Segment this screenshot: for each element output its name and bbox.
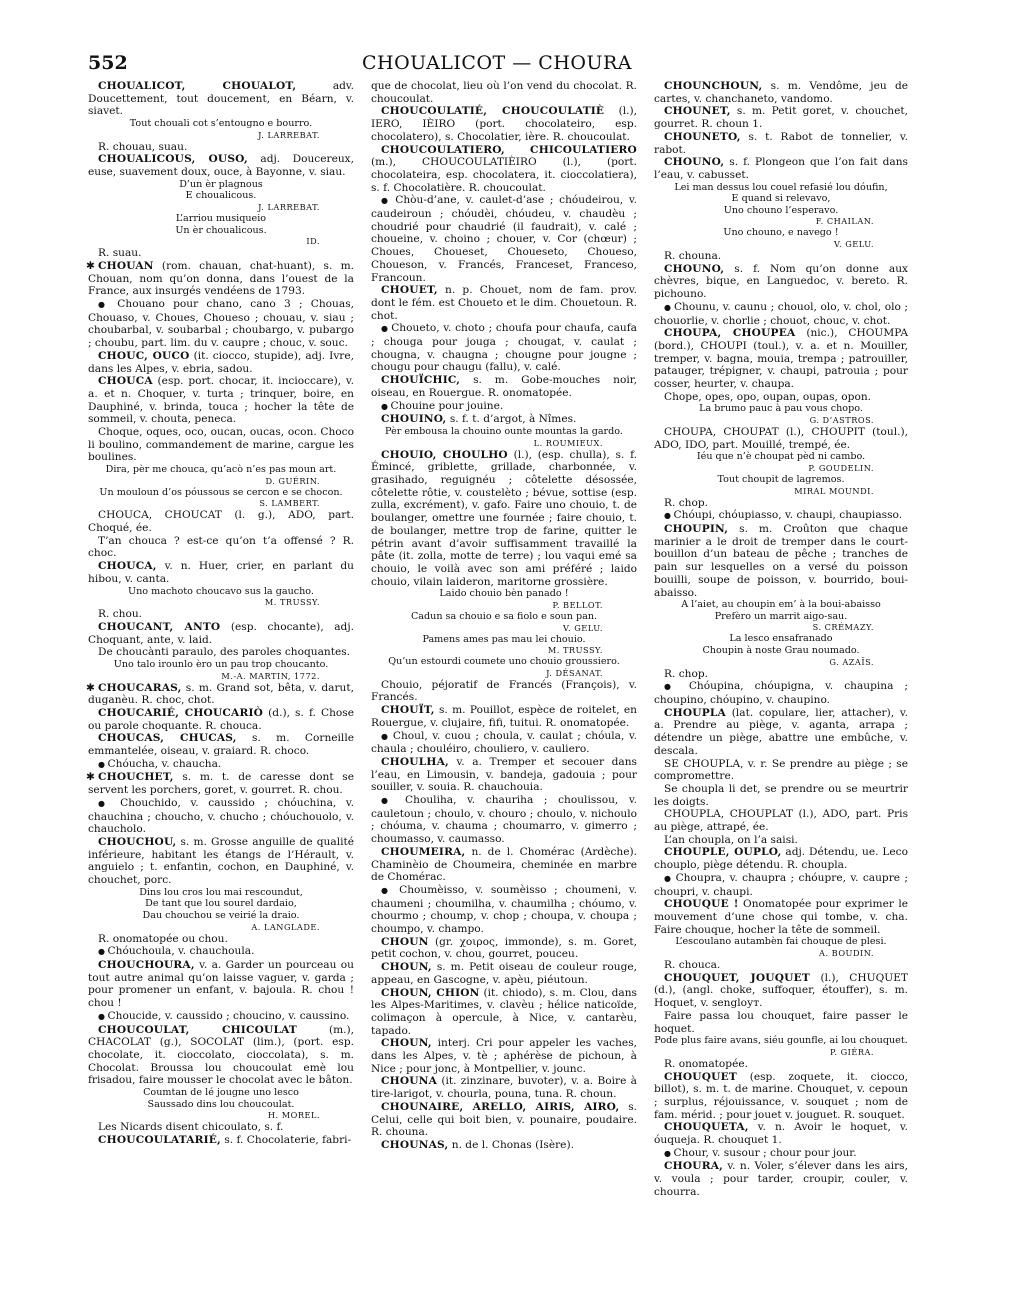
entry-paragraph <box>371 794 637 846</box>
bullet-icon <box>664 872 676 884</box>
bullet-icon <box>381 794 405 806</box>
dictionary-entry <box>88 682 354 707</box>
definition-text: Chouine pour jouine. <box>390 399 504 412</box>
definition-text: Choueto, v. choto ; choufa pour chaufa, caufa ; chouga pour jouga ; chougat, v. caulat ; chougna, v. chaugna ; chougne pour jougne ; chougu pour chaugu (fallu), v. calé. <box>371 322 637 374</box>
quotation: Qu’un estourdi coumete uno chouio groussiero. <box>388 656 620 668</box>
definition-text: s. m. Vendôme, jeu de cartes, v. chanchaneto, vandomo. <box>654 80 908 105</box>
definition-text: s. m. Petit oiseau de couleur rouge, appeau, en Gascogne, v. apèu, piéutoun. <box>371 961 637 986</box>
dictionary-entry <box>654 156 908 181</box>
entry-paragraph <box>88 933 354 946</box>
entry-paragraph <box>371 80 637 105</box>
entry-paragraph <box>654 1010 908 1035</box>
headword: CHOUCOULAT, CHICOULAT <box>98 1023 298 1036</box>
definition-text: SE CHOUPLA, v. r. Se prendre au piège ; se compromettre. <box>654 757 908 783</box>
page-number: 552 <box>88 52 128 74</box>
definition-text: v. a. Tremper et secouer dans l’eau, en Limousin, v. bandeja, gadouia ; pour souiller, v. souia. R. chauchouia. <box>371 755 637 794</box>
headword: CHOUN, <box>381 961 432 974</box>
definition-text: n. de l. Chomérac (Ardèche). Chaminèio de Choumeira, cheminée en marbre de Chomérac. <box>371 845 637 884</box>
definition-text: (nic.), CHOUMPA (bord.), CHOUPI (toul.), v. a. et n. Mouiller, tremper, v. bagna, mouia, trempa ; patrouiller, patauger, trépigner, v. chaupi, patrouia ; pour cosser, heurter, v. chaupa. <box>654 327 908 391</box>
column-left <box>88 80 354 1147</box>
definition-text: Choupra, v. chaupra ; chóupre, v. caupre ; choupri, v. chaupi. <box>654 871 908 898</box>
definition-text: Chope, opes, opo, oupan, oupas, opon. <box>664 390 872 403</box>
definition-text: (l.), (esp. chulla), s. f. Émincé, griblette, grillade, charbonnée, v. grasihado, reguignéu ; côtelette désossée, côtelette rôtie, v. coustelèto ; bévue, sottise (esp. zulla, excrément), v. gafo. Faire uno chouio, t. de boulanger, omettre une fournée ; faire chouio, t. de boulanger, mettre trop de farine, quitter le pétrin avant d’avoir suffisamment travaillé la pâte (it. zolla, motte de terre) ; lou vaqui emé sa chouio, le voilà avec son ami préféré ; laido chouio, vilain laideron, maritorne grossière. <box>371 448 637 588</box>
entry-paragraph <box>88 1121 354 1134</box>
quotation: Uno chouno, e navego ! <box>723 227 839 239</box>
dictionary-entry <box>371 374 637 399</box>
definition-text: Chounu, v. caunu ; chouol, olo, v. chol, olo ; chouorlie, v. chorlie ; chouot, chouc, v. chot. <box>654 300 908 327</box>
quotation-author: J. DÉSANAT. <box>546 667 603 678</box>
dictionary-entry <box>88 350 354 375</box>
definition-text: s. f. t. d’argot, à Nîmes. <box>446 413 577 426</box>
dictionary-entry <box>88 375 354 426</box>
bullet-icon <box>98 298 117 310</box>
quotation: Pèr embousa la chouino ounte mountas la gardo. <box>385 425 623 437</box>
headword: CHOUNA <box>381 1075 438 1088</box>
definition-text: Choque, oques, oco, oucan, oucas, ocon. Choco li boulino, commandement de marine, cargue les boulines. <box>88 426 354 464</box>
definition-text: (rom. chauan, chat-huant), s. m. Chouan, nom qu’on donna, dans l’ouest de la France, aux insurgés vendéens de 1793. <box>88 259 354 298</box>
dictionary-entry <box>371 105 637 143</box>
quotation: A l’aiet, au choupin em’ à la boui-abaisso <box>681 599 881 611</box>
headword: CHOUCOULATARIÉ, <box>98 1133 221 1146</box>
headword: CHOUPIN, <box>664 523 729 536</box>
dictionary-entry <box>371 987 637 1038</box>
definition-text: (gr. χοιρος, immonde), s. m. Goret, petit cochon, v. chou, gourret, pouceu. <box>371 935 637 961</box>
headword: CHOUAN <box>98 259 154 272</box>
entry-paragraph <box>371 194 637 284</box>
quotation-author: J. LARREBAT. <box>258 129 320 140</box>
entry-paragraph <box>654 426 908 451</box>
bullet-icon <box>664 509 674 521</box>
quotation: Uno talo irounlo èro un pau trop choucanto. <box>113 658 329 670</box>
bullet-icon <box>381 884 399 896</box>
quotation-author: V. GELU. <box>563 622 603 633</box>
quotation-author: A. LANGLADE. <box>251 921 320 932</box>
quotation: Un mouloun d’os póussous se cercon e se chocon. <box>99 486 343 498</box>
headword: CHOUCARAS, <box>98 681 182 694</box>
entry-paragraph <box>371 884 637 936</box>
definition-text: interj. Cri pour appeler les vaches, dans les Alpes, v. tè ; aphérèse de pichoun, à Nice ; pour jonc, à Montpellier, v. jounc. <box>371 1037 637 1075</box>
quotation: Prefèro un marrit aigo-sau. <box>714 610 848 622</box>
entry-paragraph <box>88 298 354 350</box>
definition-text: Choumèisso, v. soumèisso ; choumeni, v. chaumeni ; choumilha, v. chaumilha ; chóumo, v. chourmo ; choump, v. chop ; choupa, v. choupa ; choumpo, v. champo. <box>371 883 637 936</box>
definition-text: (m.), CHACOLAT (g.), SOCOLAT (lim.), (port. esp. chocolate, it. cioccolato, cioccolata), s. m. Chocolat. Broussa lou choucoulat emè lou frisadou, faire mousser le chocolat avec le bâton. <box>88 1023 354 1087</box>
quotation: Tout choupit de lagremos. <box>717 474 845 486</box>
definition-text: Chouliha, v. chauriha ; choulissou, v. cauletoun ; choulo, v. chouro ; choulo, v. nichoulo ; chóuma, v. chauma ; choumarro, v. gimerro ; choumasso, v. caumasso. <box>371 794 637 846</box>
definition-text: CHOUPLA, CHOUPLAT (l.), ADO, part. Pris au piège, attrapé, ée. <box>654 808 908 834</box>
dictionary-entry <box>88 1134 354 1147</box>
quotation-author: M. TRUSSY. <box>547 645 603 656</box>
dictionary-entry <box>88 707 354 732</box>
definition-text: (it. chiodo), s. m. Clou, dans les Alpes-Maritimes, v. clavèu ; hélice naticoïde, colimaçon à opercule, à Nice, v. cantarèu, tapado. <box>371 986 637 1037</box>
headword: CHOUCHOU, <box>98 835 177 848</box>
quotation-author: V. GELU. <box>834 239 874 249</box>
definition-text: (l.), CHUQUET (d.), (angl. choke, suffoquer, étouffer), s. m. Hoquet, v. sengloут. <box>654 971 908 1010</box>
bullet-icon <box>98 797 120 809</box>
running-title: CHOUALICOT — CHOURA <box>361 52 633 74</box>
headword: CHOUN <box>381 935 429 948</box>
dictionary-entry <box>88 621 354 646</box>
quotation: Dau chouchou se veirié la draio. <box>142 909 300 921</box>
quotation-author: S. LAMBERT. <box>259 498 320 509</box>
quotation-author: D. GUÉRIN. <box>265 475 320 486</box>
headword: CHOUPLE, OUPLO, <box>664 846 782 859</box>
quotation: Pode plus faire avans, siéu gounfle, ai lou chouquet. <box>654 1035 908 1047</box>
headword: CHOUN, CHION <box>381 986 480 999</box>
entry-paragraph <box>654 1058 908 1071</box>
dictionary-entry <box>654 327 908 391</box>
dictionary-entry <box>654 898 908 936</box>
definition-text: Chóuchoula, v. chauchoula. <box>107 945 255 958</box>
definition-text: Chouio, péjoratif de Francés (François), v. Francés. <box>371 678 637 704</box>
entry-paragraph <box>88 608 354 621</box>
column-right <box>654 80 908 1199</box>
dictionary-entry <box>654 972 908 1010</box>
definition-text: adj. Détendu, ue. Leco chouplo, piège détendu. R. choupla. <box>654 846 908 872</box>
definition-text: R. chop. <box>664 667 708 680</box>
entry-paragraph <box>654 250 908 263</box>
quotation: D’un èr plagnous <box>179 178 263 190</box>
entry-paragraph <box>654 391 908 404</box>
dictionary-entry <box>654 80 908 105</box>
quotation: Uno chouno l’esperavo. <box>723 204 839 216</box>
definition-text: R. chouna. <box>664 250 722 262</box>
headword: CHOUMEIRA, <box>381 845 466 858</box>
entry-paragraph <box>88 247 354 260</box>
headword: CHOULHA, <box>381 755 449 768</box>
entry-paragraph <box>654 872 908 898</box>
definition-text: Les Nicards disent chicoulato, s. f. <box>98 1121 284 1134</box>
headword: CHOUIO, CHOULHO <box>381 448 508 461</box>
definition-text: s. f. Nom qu’on donne aux chèvres, bique, en Languedoc, v. bereto. R. pichouno. <box>654 262 908 301</box>
headword: CHOUCOULATIÉ, CHOUCOULATIÈ <box>381 105 605 118</box>
asterisk-marker: ✱ <box>86 681 95 694</box>
definition-text: CHOUCA, CHOUCAT (l. g.), ADO, part. Choqué, ée. <box>88 509 354 535</box>
definition-text: s. m. Croûton que chaque marinier a le droit de tremper dans le court-bouillon d’un bateau de pêche ; tranches de pain sur lesquelles on a versé du poisson bouilli, soupe de poisson, v. bourrido, boui-abaisso. <box>654 523 908 599</box>
definition-text: Chòu-d’ane, v. caulet-d’ase ; chóudeirou, v. caudeiroun ; chóudèi, chóudeu, v. chaudèu ; choudrié pour chaudrié (il faudrait), v. calé ; choueine, v. choino ; chouer, v. Cor (chœur) ; Choues, Choueset, Choueseto, Choueso, Choueson, v. Francés, Franceset, Franceso, Francoun. <box>371 194 637 284</box>
definition-text: que de chocolat, lieu où l’on vend du chocolat. R. choucoulat. <box>371 80 637 105</box>
dictionary-entry <box>88 560 354 585</box>
quotation: E quand si relevavo, <box>731 193 831 205</box>
definition-text: R. onomatopée ou chou. <box>98 932 228 945</box>
definition-text: s. m. Petit goret, v. chouchet, gourret. R. choun 1. <box>654 105 908 131</box>
dictionary-entry <box>88 836 354 887</box>
definition-text: (lat. copulare, lier, attacher), v. a. Prendre au piège, v. aganta, arrapa ; détendre un piège, abattre une embûche, v. descala. <box>654 706 908 757</box>
bullet-icon <box>98 945 108 957</box>
quotation-author: A. BOUDIN. <box>819 947 874 958</box>
bullet-icon <box>664 301 674 313</box>
dictionary-entry <box>371 756 637 794</box>
entry-paragraph <box>88 1010 354 1024</box>
dictionary-entry <box>371 1075 637 1100</box>
quotation-author: G. AZAÏS. <box>829 656 874 667</box>
definition-text: R. chouca. <box>664 958 721 971</box>
quotation-author: J. LARREBAT. <box>258 202 320 212</box>
headword: CHOUNETO, <box>664 130 741 143</box>
definition-text: (l.), IERO, IÈIRO (port. chocolateiro, esp. chocolatero), s. Chocolatier, ière. R. choucoulat. <box>371 105 637 143</box>
entry-paragraph <box>88 509 354 534</box>
definition-text: Faire passa lou chouquet, faire passer le hoquet. <box>654 1009 908 1035</box>
dictionary-entry <box>654 1121 908 1146</box>
definition-text: s. m. t. de caresse dont se servent les porchers, goret, v. gourret. R. chou. <box>88 771 354 797</box>
entry-paragraph <box>654 301 908 327</box>
definition-text: s. m. Grand sot, bêta, v. darut, duganèu. R. choc, chot. <box>88 681 354 707</box>
dictionary-entry <box>654 105 908 130</box>
definition-text: R. suau. <box>98 247 142 260</box>
headword: CHOUNAIRE, ARELLO, AIRIS, AIRO, <box>381 1100 620 1113</box>
dictionary-entry <box>88 732 354 757</box>
headword: CHOUNAS, <box>381 1139 449 1151</box>
definition-text: v. n. Voler, s’élever dans les airs, v. voula ; pour tarder, croupir, couler, v. chourra. <box>654 1160 908 1198</box>
quotation-author: F. CHAILAN. <box>815 216 874 227</box>
bullet-icon <box>664 680 689 692</box>
dictionary-entry <box>371 936 637 961</box>
entry-paragraph <box>371 730 637 756</box>
entry-paragraph <box>88 426 354 464</box>
dictionary-entry <box>654 263 908 301</box>
headword: CHOUNCHOUN, <box>664 80 763 92</box>
definition-text: (esp. zoquete, it. ciocco, billot), s. m. t. de marine. Chouquet, v. cepoun ; surplus, réjouissance, v. souquet ; nom de fam. mérid. ; pour jouet v. jouguet. R. souquet. <box>654 1070 908 1121</box>
definition-text: (esp. port. chocar, it. incioccare), v. a. et n. Choquer, v. turta ; trinquer, boire, en Dauphiné, v. brinda, touca ; hocher la tête de sommeil, v. chouta, peneca. <box>88 375 354 426</box>
definition-text: (it. ciocco, stupide), adj. Ivre, dans les Alpes, v. ebria, sadou. <box>88 349 355 375</box>
entry-paragraph <box>654 680 908 706</box>
quotation: Tout chouali cot s’entougno e bourro. <box>129 118 313 130</box>
entry-paragraph <box>654 834 908 847</box>
quotation: Dins lou cros lou mai rescoundut, <box>139 886 303 898</box>
definition-text: Chóupina, chóupigna, v. chaupina ; choupino, chóupino, v. chaupino. <box>654 680 908 707</box>
dictionary-entry <box>88 80 354 118</box>
definition-text: R. chouau, suau. <box>98 140 188 153</box>
quotation-author: L. ROUMIEUX. <box>533 437 603 448</box>
definition-text: (d.), s. f. Chose ou parole choquante. R. chouca. <box>88 706 354 732</box>
definition-text: R. chop. <box>664 496 708 509</box>
dictionary-entry <box>654 707 908 758</box>
definition-text: De choucànti paraulo, des paroles choquantes. <box>98 646 351 659</box>
quotation: Uno machoto choucavo sus la gaucho. <box>128 585 314 597</box>
definition-text: v. n. Avoir le hoquet, v. óuqueja. R. chouquet 1. <box>654 1121 908 1147</box>
definition-text: L’an choupla, on l’a saisi. <box>664 833 798 846</box>
definition-text: s. f. Plongeon que l’on fait dans l’eau, v. cabusset. <box>654 156 908 181</box>
dictionary-entry <box>654 846 908 871</box>
quotation-author: P. GIÉRA. <box>830 1046 874 1057</box>
headword: CHOUALICOUS, OUSO, <box>98 153 248 166</box>
dictionary-entry <box>88 153 354 178</box>
dictionary-entry <box>371 1139 637 1152</box>
definition-text: Choul, v. cuou ; choula, v. caulat ; chóula, v. chaula ; chouléiro, chouliero, v. cauliero. <box>371 729 637 756</box>
dictionary-entry <box>371 1101 637 1139</box>
headword: CHOUNO, <box>664 156 725 169</box>
definition-text: Se choupla li det, se prendre ou se meurtrir les doigts. <box>654 782 908 808</box>
definition-text: v. a. Garder un pourceau ou tout autre animal qu’on laisse vaguer, v. gardа ; pour promener un enfant, v. bajoula. R. chou ! chou ! <box>88 958 354 1010</box>
headword: CHOUET, <box>381 284 438 297</box>
quotation: L’escoulano autambèn fai chouque de plesi. <box>675 936 887 948</box>
headword: CHOUALICOT, CHOUALOT, <box>98 80 297 92</box>
definition-text: Choucide, v. caussido ; chouсino, v. caussino. <box>107 1009 350 1022</box>
definition-text: n. de l. Chonas (Isère). <box>448 1139 574 1151</box>
quotation-author: S. CRÉMAZY. <box>812 622 874 633</box>
headword: CHOUINO, <box>381 413 447 426</box>
quotation: Dira, pèr me chouca, qu’acò n’es pas moun art. <box>105 464 337 476</box>
definition-text: s. f. Chocolaterie, fabri- <box>220 1133 352 1146</box>
headword: CHOUQUET <box>664 1070 737 1083</box>
headword: CHOUCANT, ANTO <box>98 620 221 633</box>
dictionary-entry <box>371 846 637 884</box>
headword: CHOUCARIÉ, CHOUCARIÒ <box>98 706 264 719</box>
dictionary-entry <box>654 131 908 156</box>
entry-paragraph <box>88 141 354 154</box>
headword: CHOUCAS, CHUCAS, <box>98 732 237 745</box>
entry-paragraph <box>371 400 637 414</box>
quotation-author: M.-A. MARTIN, 1772. <box>221 670 320 681</box>
dictionary-entry <box>88 771 354 796</box>
quotation: Saussado dins lou choucoulat. <box>147 1098 295 1110</box>
entry-paragraph <box>654 808 908 833</box>
definition-text: Chour, v. susour ; chour pour jour. <box>673 1146 857 1159</box>
entry-paragraph <box>654 497 908 510</box>
definition-text: v. n. Huer, crier, en parlant du hibou, v. canta. <box>88 560 354 585</box>
quotation: Choupin à noste Grau noumado. <box>702 645 860 657</box>
headword: CHOUCOULATIERO, CHICOULATIERO <box>381 143 637 156</box>
definition-text: (it. zinzinare, buvoter), v. a. Boire à tire-larigot, v. chourla, pouna, tuna. R. choun. <box>371 1075 637 1101</box>
asterisk-marker: ✱ <box>86 771 95 784</box>
definition-text: adv. Doucettement, tout doucement, en Béarn, v. siavet. <box>88 80 355 118</box>
dictionary-entry <box>371 961 637 986</box>
entry-paragraph <box>654 758 908 783</box>
headword: CHOUCHOURA, <box>98 958 195 971</box>
bullet-icon <box>381 730 393 742</box>
headword: CHOUCA, <box>98 560 157 573</box>
entry-paragraph <box>654 1147 908 1161</box>
dictionary-entry <box>88 260 354 298</box>
dictionary-entry <box>371 284 637 322</box>
entry-paragraph <box>654 783 908 808</box>
bullet-icon <box>381 194 395 206</box>
entry-paragraph <box>371 322 637 374</box>
quotation-author: M. TRUSSY. <box>264 597 320 608</box>
dictionary-entry <box>371 413 637 426</box>
quotation-author: ID. <box>306 236 320 247</box>
entry-paragraph <box>654 509 908 523</box>
definition-text: Onomatopée pour exprimer le mouvement d’une chose qui tombe, v. cha. Faire chouque, hocher la tête de sommeil. <box>654 898 908 936</box>
entry-paragraph <box>88 797 354 836</box>
definition-text: n. p. Chouet, nom de fam. prov. dont le fém. est Choueto et le dim. Chouetoun. R. chot. <box>371 284 637 322</box>
quotation: De tant que lou sourel dardaio, <box>145 898 297 910</box>
quotation-author: P. GOUDELIN. <box>808 463 874 474</box>
column-middle <box>371 80 637 1152</box>
definition-text: CHOUPA, CHOUPAT (l.), CHOUPIT (toul.), ADO, IDO, part. Mouillé, trempé, ée. <box>654 426 908 451</box>
headword: CHOUÏT, <box>381 704 435 717</box>
bullet-icon <box>98 758 108 770</box>
entry-paragraph <box>371 679 637 704</box>
definition-text: R. onomatopée. <box>664 1057 748 1070</box>
bullet-icon <box>98 1010 108 1022</box>
definition-text: (m.), CHOUCOULATIÈIRO (l.), (port. chocolateira, esp. chocolatera, it. cioccolatiera), s. f. Chocolatière. R. choucoulat. <box>371 156 637 194</box>
definition-text: s. t. Rabot de tonnelier, v. rabot. <box>654 130 908 156</box>
headword: CHOUNO, <box>664 262 725 275</box>
quotation: Un èr choualicous. <box>175 224 267 236</box>
definition-text: adj. Doucereux, euse, suavement doux, ouce, à Bayonne, v. siau. <box>88 153 354 179</box>
quotation-author: H. MOREL. <box>267 1110 320 1121</box>
dictionary-entry <box>654 523 908 599</box>
headword: CHOUC, OUCO <box>98 349 190 362</box>
headword: CHOUQUETA, <box>664 1121 749 1134</box>
dictionary-entry <box>654 1071 908 1122</box>
definition-text: Chouano pour chano, cano 3 ; Chouas, Chouaso, v. Choues, Choueso ; chouau, v. siau ; choubarbal, v. soubarbal ; choubargo, v. pubargo ; choubu, part. lim. du v. caupre ; chouc, v. souc. <box>88 298 355 350</box>
entry-paragraph <box>88 535 354 560</box>
asterisk-marker: ✱ <box>86 259 95 272</box>
definition-text: s. m. Pouillot, espèce de roitelet, en Rouergue, v. clujaire, fifi, tuitui. R. onomatopée. <box>371 704 637 729</box>
quotation: L’arriou musiqueio <box>175 213 267 224</box>
quotation: La lesco ensafranado <box>729 633 833 645</box>
headword: CHOUCA <box>98 375 153 388</box>
dictionary-entry <box>88 1024 354 1088</box>
bullet-icon <box>381 322 391 334</box>
headword: CHOUN, <box>381 1037 432 1050</box>
dictionary-entry <box>371 449 637 589</box>
entry-paragraph <box>88 646 354 659</box>
quotation: La brumo pauc à pau vous chopo. <box>699 403 863 415</box>
quotation-author: G. D’ASTROS. <box>809 415 874 426</box>
dictionary-entry <box>371 704 637 729</box>
definition-text: s. m. Gobe-mouches noir, oiseau, en Rouergue. R. onomatopée. <box>371 374 637 399</box>
quotation-author: P. BELLOT. <box>552 599 603 610</box>
definition-text: Chóucha, v. chaucha. <box>107 757 222 770</box>
headword: CHOUPA, CHOUPEA <box>664 327 796 340</box>
definition-text: T’an chouca ? est-ce qu’on t’a offensé ? R. choc. <box>88 534 354 560</box>
entry-paragraph <box>88 945 354 959</box>
quotation: Cadun sa chouio e sa fiolo e soun pan. <box>410 610 598 622</box>
quotation: Iéu que n’è choupat pèd ni cambo. <box>696 451 866 463</box>
headword: CHOUQUET, JOUQUET <box>664 971 810 984</box>
dictionary-entry <box>371 1037 637 1075</box>
quotation: Laido chouio bèn panado ! <box>439 588 569 600</box>
quotation: Lei man dessus lou couel refasié lou dóufin, <box>674 181 888 193</box>
dictionary-entry <box>654 1160 908 1198</box>
definition-text: Chóupi, chóupiasso, v. chaupi, chaupiasso. <box>673 509 903 522</box>
headword: CHOUQUE ! <box>664 898 739 911</box>
entry-paragraph <box>654 959 908 972</box>
quotation: E choualicous. <box>185 190 257 202</box>
definition-text: R. chou. <box>98 608 143 621</box>
headword: CHOUPLA <box>664 706 726 719</box>
headword: CHOUNET, <box>664 105 731 118</box>
quotation: Pamens ames pas mau lei chouio. <box>422 633 586 645</box>
definition-text: s. m. Grosse anguille de qualité inférieure, habitant les étangs de l’Hérault, v. anguielo ; t. enfantin, cochon, en Dauphiné, v. chouchet, porc. <box>88 835 354 887</box>
bullet-icon <box>664 1147 674 1159</box>
definition-text: s. m. Corneille emmantelée, oiseau, v. graiard. R. choco. <box>88 732 354 758</box>
headword: CHOUÏCHIC, <box>381 374 461 387</box>
definition-text: (esp. chocante), adj. Choquant, ante, v. laid. <box>88 620 354 646</box>
quotation: Coumtan de lé jougne uno lesco <box>143 1087 299 1099</box>
definition-text: Chouchido, v. caussido ; chóuchina, v. chauchina ; choucho, v. chucho ; chóuchouolo, v. chaucholo. <box>88 796 354 836</box>
entry-paragraph <box>88 758 354 772</box>
entry-paragraph <box>654 668 908 681</box>
definition-text: s. Celui, celle qui boit bien, v. pounaire, poudaire. R. chouna. <box>371 1100 638 1139</box>
headword: CHOUCHET, <box>98 771 174 784</box>
dictionary-entry <box>88 959 354 1010</box>
quotation-author: MIRAL MOUNDI. <box>794 485 874 496</box>
headword: CHOURA, <box>664 1160 724 1173</box>
bullet-icon <box>381 400 391 412</box>
dictionary-entry <box>371 144 637 195</box>
